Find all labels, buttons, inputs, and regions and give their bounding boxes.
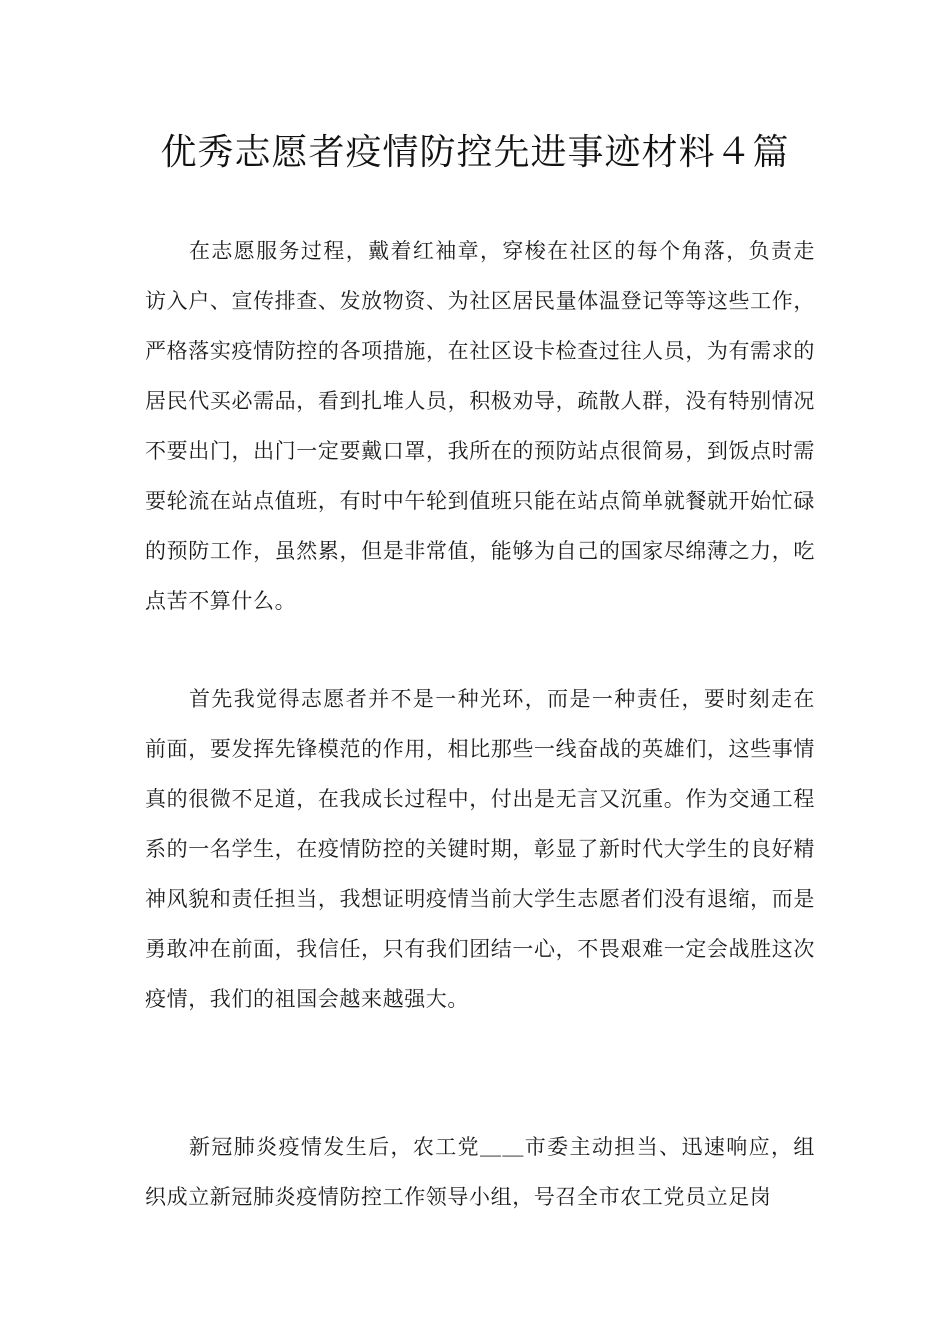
paragraph-1: 在志愿服务过程，戴着红袖章，穿梭在社区的每个角落，负责走访入户、宣传排查、发放物资、为社区居民量体温登记等等这些工作，严格落实疫情防控的各项措施，在社区设卡检查过往人员，为有需求的居民代买必需品，看到扎堆人员，积极劝导，疏散人群，没有特别情况不要出门，出门一定要戴口罩，我所在的预防站点很简易，到饭点时需要轮流在站点值班，有时中午轮到值班只能在站点简单就餐就开始忙碌的预防工作，虽然累，但是非常值，能够为自己的国家尽绵薄之力，吃点苦不算什么。: [145, 239, 815, 613]
paragraph-3: 新冠肺炎疫情发生后，农工党＿＿市委主动担当、迅速响应，组织成立新冠肺炎疫情防控工作领导小组，号召全市农工党员立足岗: [145, 1135, 815, 1209]
paragraph-2: 首先我觉得志愿者并不是一种光环，而是一种责任，要时刻走在前面，要发挥先锋模范的作用，相比那些一线奋战的英雄们，这些事情真的很微不足道，在我成长过程中，付出是无言又沉重。作为交通工程系的一名学生，在疫情防控的关键时期，彰显了新时代大学生的良好精神风貌和责任担当，我想证明疫情当前大学生志愿者们没有退缩，而是勇敢冲在前面，我信任，只有我们团结一心，不畏艰难一定会战胜这次疫情，我们的祖国会越来越强大。: [145, 687, 815, 1011]
document-title: 优秀志愿者疫情防控先进事迹材料４篇: [160, 132, 790, 173]
